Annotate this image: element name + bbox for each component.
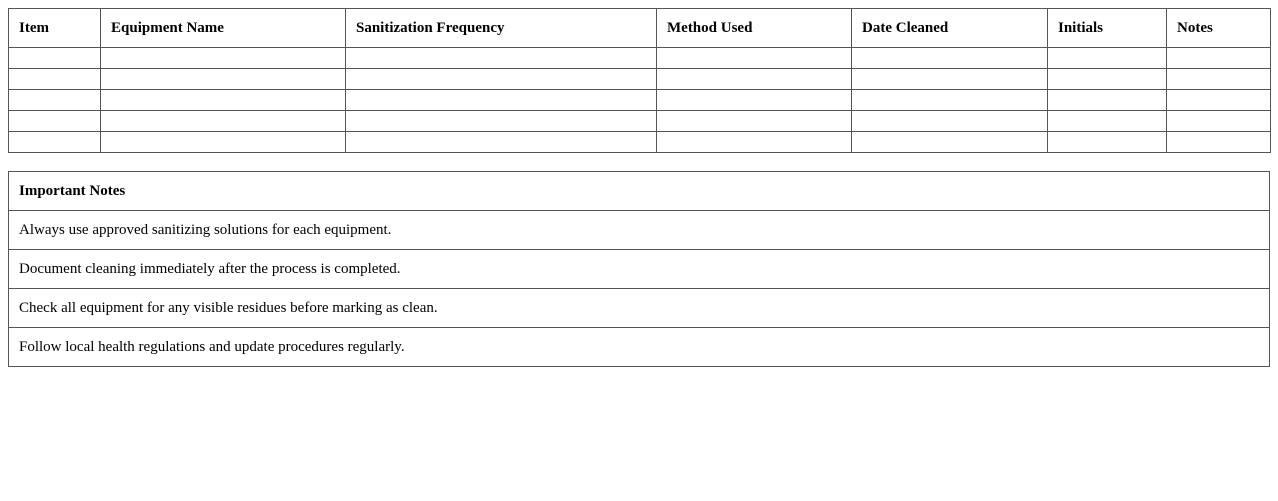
table-cell[interactable] — [1048, 48, 1167, 69]
note-text: Check all equipment for any visible residues before marking as clean. — [9, 289, 1270, 328]
notes-header-row — [9, 172, 1270, 211]
table-cell[interactable] — [9, 48, 101, 69]
table-row — [9, 48, 1271, 69]
notes-title: Important Notes — [9, 172, 1270, 211]
note-text: Always use approved sanitizing solutions for each equipment. — [9, 211, 1270, 250]
note-text: Document cleaning immediately after the process is completed. — [9, 250, 1270, 289]
column-header-method-used: Method Used — [657, 9, 852, 48]
column-header-notes: Notes — [1167, 9, 1271, 48]
table-cell[interactable] — [1167, 48, 1271, 69]
note-text: Follow local health regulations and update procedures regularly. — [9, 328, 1270, 367]
column-header-date-cleaned: Date Cleaned — [852, 9, 1048, 48]
table-cell[interactable] — [657, 132, 852, 153]
sanitation-log-table — [8, 8, 1271, 153]
important-notes-table — [8, 171, 1270, 367]
table-row — [9, 90, 1271, 111]
table-cell[interactable] — [1167, 90, 1271, 111]
table-cell[interactable] — [1048, 132, 1167, 153]
table-cell[interactable] — [657, 69, 852, 90]
table-cell[interactable] — [657, 111, 852, 132]
table-cell[interactable] — [101, 69, 346, 90]
table-cell[interactable] — [346, 48, 657, 69]
table-cell[interactable] — [346, 69, 657, 90]
table-cell[interactable] — [346, 90, 657, 111]
column-header-equipment-name: Equipment Name — [101, 9, 346, 48]
note-row — [9, 328, 1270, 367]
table-cell[interactable] — [852, 111, 1048, 132]
column-header-initials: Initials — [1048, 9, 1167, 48]
table-cell[interactable] — [852, 90, 1048, 111]
note-row — [9, 289, 1270, 328]
table-cell[interactable] — [1048, 111, 1167, 132]
column-header-item: Item — [9, 9, 101, 48]
table-cell[interactable] — [1167, 111, 1271, 132]
table-cell[interactable] — [9, 90, 101, 111]
note-row — [9, 211, 1270, 250]
table-row — [9, 69, 1271, 90]
note-row — [9, 250, 1270, 289]
table-cell[interactable] — [852, 69, 1048, 90]
column-header-sanitization-frequency: Sanitization Frequency — [346, 9, 657, 48]
table-cell[interactable] — [657, 48, 852, 69]
table-cell[interactable] — [1167, 132, 1271, 153]
table-cell[interactable] — [1048, 69, 1167, 90]
table-row — [9, 111, 1271, 132]
table-header-row — [9, 9, 1271, 48]
table-cell[interactable] — [346, 132, 657, 153]
table-cell[interactable] — [9, 69, 101, 90]
table-row — [9, 132, 1271, 153]
table-cell[interactable] — [1167, 69, 1271, 90]
table-cell[interactable] — [1048, 90, 1167, 111]
table-cell[interactable] — [101, 132, 346, 153]
table-cell[interactable] — [101, 111, 346, 132]
table-cell[interactable] — [852, 48, 1048, 69]
table-cell[interactable] — [9, 132, 101, 153]
table-cell[interactable] — [657, 90, 852, 111]
table-cell[interactable] — [101, 90, 346, 111]
table-cell[interactable] — [101, 48, 346, 69]
table-cell[interactable] — [9, 111, 101, 132]
table-cell[interactable] — [346, 111, 657, 132]
table-cell[interactable] — [852, 132, 1048, 153]
